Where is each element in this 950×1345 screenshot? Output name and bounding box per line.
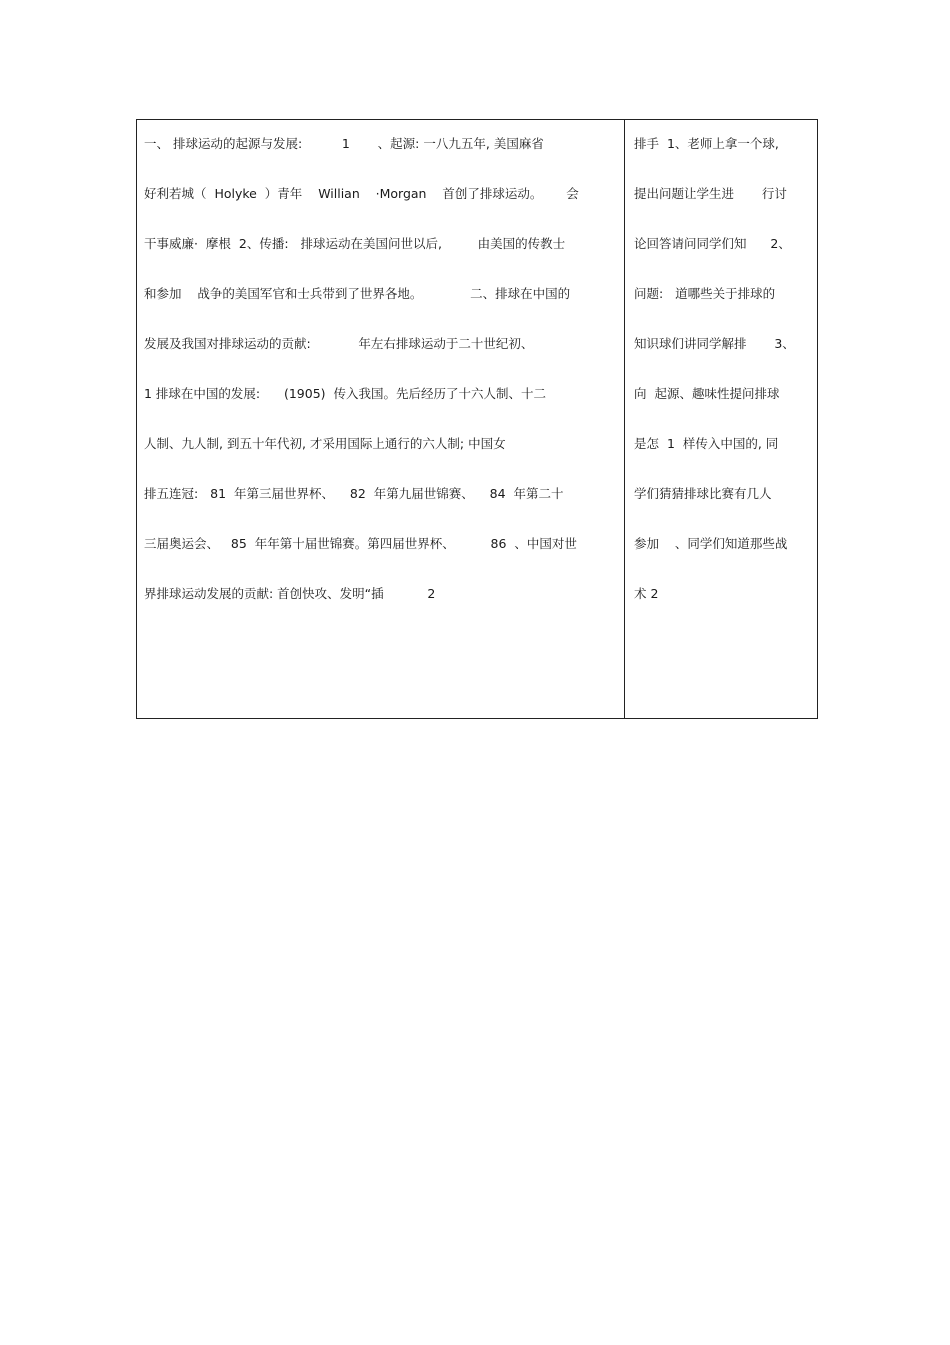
activity-line: 学们猜猜排球比赛有几人 <box>634 486 772 501</box>
activity-line: 排手 1、老师上拿一个球, <box>634 136 779 151</box>
content-line: 人制、九人制, 到五十年代初, 才采用国际上通行的六人制; 中国女 <box>144 436 506 451</box>
activity-line: 问题: 道哪些关于排球的 <box>634 286 776 301</box>
content-line: 和参加 战争的美国军官和士兵带到了世界各地。 二、排球在中国的 <box>144 286 571 301</box>
activity-line: 提出问题让学生进 行讨 <box>634 186 787 201</box>
content-line: 发展及我国对排球运动的贡献: 年左右排球运动于二十世纪初、 <box>144 336 534 351</box>
content-line: 三届奥运会、 85 年年第十届世锦赛。第四届世界杯、 86 、中国对世 <box>144 536 577 551</box>
activity-line: 术 2 <box>634 586 659 601</box>
content-line: 界排球运动发展的贡献: 首创快攻、发明“插 2 <box>144 586 436 601</box>
content-line: 干事威廉· 摩根 2、传播: 排球运动在美国问世以后, 由美国的传教士 <box>144 236 566 251</box>
activity-line: 知识球们讲同学解排 3、 <box>634 336 795 351</box>
activity-line: 参加 、同学们知道那些战 <box>634 536 788 551</box>
lesson-plan-table <box>136 119 818 719</box>
activity-line: 向 起源、趣味性提问排球 <box>634 386 780 401</box>
content-line: 排五连冠: 81 年第三届世界杯、 82 年第九届世锦赛、 84 年第二十 <box>144 486 564 501</box>
activity-line: 论回答请问同学们知 2、 <box>634 236 791 251</box>
content-line: 一、 排球运动的起源与发展: 1 、起源: 一八九五年, 美国麻省 <box>144 136 544 151</box>
content-line: 1 排球在中国的发展: (1905) 传入我国。先后经历了十六人制、十二 <box>144 386 546 401</box>
activity-line: 是怎 1 样传入中国的, 同 <box>634 436 779 451</box>
content-line: 好利若城（ Holyke ）青年 Willian ·Morgan 首创了排球运动。 会 <box>144 186 579 201</box>
content-column <box>137 120 625 718</box>
activity-column <box>625 120 817 718</box>
